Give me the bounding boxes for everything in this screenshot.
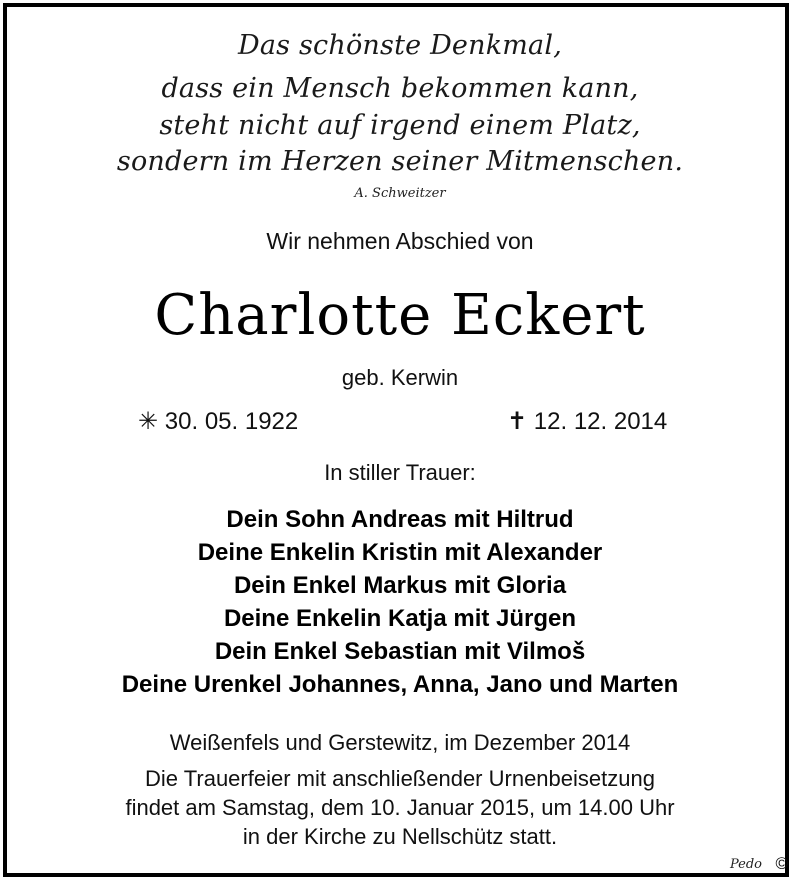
service-line-3: in der Kirche zu Nellschütz statt. [242,824,558,849]
poem-line-3: steht nicht auf irgend einem Platz, [159,110,641,141]
service-line-2: findet am Samstag, dem 10. Januar 2015, um 14.00 Uhr [125,795,675,820]
copyright-icon: © [775,854,788,873]
death-cross-icon: ✝ [507,408,528,435]
mourner-line: Deine Enkelin Kristin mit Alexander [197,539,603,566]
poem-line-1: Das schönste Denkmal, [238,30,562,61]
deceased-name: Charlotte Eckert [154,283,646,348]
death-date: 12. 12. 2014 [533,408,668,435]
birth-date: 30. 05. 1922 [164,408,299,435]
poem-line-2: dass ein Mensch bekommen kann, [161,73,639,104]
intro-text: Wir nehmen Abschied von [266,228,534,254]
place-date: Weißenfels und Gerstewitz, im Dezember 2014 [169,730,631,755]
mourner-line: Deine Enkelin Katja mit Jürgen [223,605,577,632]
mourner-line: Dein Enkel Markus mit Gloria [233,572,567,599]
mourners-heading: In stiller Trauer: [324,460,476,485]
poem-author: A. Schweitzer [354,186,446,201]
mourner-line: Deine Urenkel Johannes, Anna, Jano und Marten [121,671,679,698]
mourner-line: Dein Enkel Sebastian mit Vilmoš [214,638,586,665]
death-date-group [507,407,667,436]
maiden-name: geb. Kerwin [341,365,459,390]
birth-star-icon: ✳ [138,408,159,435]
birth-date-group [138,407,298,436]
designer-signature: Pedo [729,857,762,872]
mourner-line: Dein Sohn Andreas mit Hiltrud [226,506,574,533]
service-line-1: Die Trauerfeier mit anschließender Urnenbeisetzung [145,766,655,791]
poem-line-4: sondern im Herzen seiner Mitmenschen. [116,146,684,177]
